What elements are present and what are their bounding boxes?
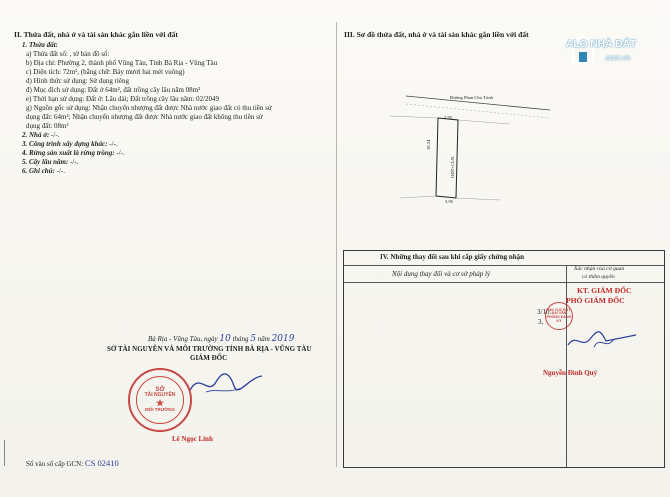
dim-side-label: 18.24 xyxy=(426,139,431,150)
dim-bottom-label: 3.95 xyxy=(445,199,454,204)
star-icon: ★ xyxy=(155,397,165,408)
construction-value: -/-. xyxy=(109,140,118,148)
cert-no-label: Số vào sổ cấp GCN: xyxy=(26,460,84,468)
house-row xyxy=(22,131,59,139)
dim-top-label: 3.95 xyxy=(444,115,453,120)
authority-name: SỞ TÀI NGUYÊN VÀ MÔI TRƯỜNG TỈNH BÀ RỊA - VŨNG TÀU xyxy=(107,345,312,353)
col-confirm-header-1: Xác nhận của cơ quan xyxy=(574,266,625,272)
binding-edge xyxy=(4,440,25,466)
trees-value: -/-. xyxy=(70,158,79,166)
stamp-top: SỞ xyxy=(155,387,165,394)
stamp-mid: TÀI NGUYÊN xyxy=(144,392,176,399)
column-divider xyxy=(336,22,337,467)
land-item: dụng đất: 64m²; Nhận chuyển nhượng đất được Nhà nước giao đất không thu tiền sử xyxy=(26,113,263,121)
land-item: e) Thời hạn sử dụng: Đất ở: Lâu dài; Đất trồng cây lâu năm: 02/2049 xyxy=(26,95,220,103)
watermark-domain: .com.vn xyxy=(604,53,631,62)
issue-day: 10 xyxy=(219,334,231,344)
land-item: đ) Mục đích sử dụng: Đất ở 64m², đất trồng cây lâu năm 08m² xyxy=(26,86,201,94)
forest-label: 4. Rừng sản xuất là rừng trồng: xyxy=(22,149,117,157)
authority-role: GIÁM ĐỐC xyxy=(190,354,228,362)
forest-value: -/-. xyxy=(116,149,125,157)
section-title: II. Thửa đất, nhà ở và tài sản khác gắn liền với đất xyxy=(14,30,178,39)
year-label: năm xyxy=(257,335,270,343)
director-signature xyxy=(186,368,266,398)
col-confirm-header-2: có thẩm quyền xyxy=(582,274,615,280)
cert-number xyxy=(26,458,119,468)
changes-table xyxy=(343,250,665,468)
deputy-signature xyxy=(566,325,638,355)
house-value: -/-. xyxy=(51,131,60,139)
deputy-director-label: PHÓ GIÁM ĐỐC xyxy=(566,296,625,305)
watermark xyxy=(566,30,670,70)
land-item: g) Nguồn gốc sử dụng: Nhận chuyển nhượng đất được Nhà nước giao đất có thu tiền sử xyxy=(26,104,272,112)
official-seal-stamp xyxy=(128,368,192,432)
land-item: a) Thửa đất số: , tờ bản đồ số: xyxy=(26,50,110,58)
issue-month: 5 xyxy=(250,334,256,344)
trees-row xyxy=(22,158,78,166)
plot-use-label: ODT+CLN xyxy=(450,156,455,178)
land-heading: 1. Thửa đất: xyxy=(22,41,58,49)
month-label: tháng xyxy=(232,335,249,343)
street-label: Đường Phan Chu Trinh xyxy=(450,95,494,100)
construction-row xyxy=(22,140,118,148)
construction-label: 3. Công trình xây dựng khác: xyxy=(22,140,110,148)
place-date: Bà Rịa - Vũng Tàu, ngày xyxy=(148,335,218,343)
land-item: c) Diện tích: 72m², (bằng chữ: Bảy mươi hai mét vuông) xyxy=(26,68,185,76)
col-content-header: Nội dung thay đổi và cơ sở pháp lý xyxy=(392,270,491,278)
trees-label: 5. Cây lâu năm: xyxy=(22,158,71,166)
date-fragment: 3/10. xyxy=(537,308,552,316)
forest-row xyxy=(22,149,125,157)
notes-row xyxy=(22,167,65,175)
land-item: dụng đất: 08m² xyxy=(26,122,69,130)
watermark-brand: ALO NHÀ ĐẤT xyxy=(566,38,637,50)
left-signer: Lê Ngọc Linh xyxy=(172,435,213,443)
house-label: 2. Nhà ở: xyxy=(22,131,52,139)
issue-year: 2019 xyxy=(271,334,295,344)
notes-label: 6. Ghi chú: xyxy=(22,167,57,175)
stamp-bottom: MÔI TRƯỜNG xyxy=(144,407,176,413)
small-stamp-text: CHI CỤC ĐẤT ĐAI VĂN PHÒNG ĐĂNG KÝ xyxy=(546,307,572,323)
land-item: d) Hình thức sử dụng: Sử dụng riêng xyxy=(26,77,129,85)
side-fragment: 3, xyxy=(538,318,544,326)
land-item: b) Địa chỉ: Phường 2, thành phố Vũng Tàu, Tỉnh Bà Rịa - Vũng Tàu xyxy=(26,59,218,67)
notes-value: -/-. xyxy=(56,167,65,175)
diagram-title: III. Sơ đồ thửa đất, nhà ở và tài sản khác gắn liền với đất xyxy=(344,30,529,39)
issue-date xyxy=(148,334,294,344)
changes-title: IV. Những thay đổi sau khi cấp giấy chứng nhận xyxy=(380,253,525,261)
cert-no-value: CS 02410 xyxy=(84,458,119,468)
kt-director-label: KT. GIÁM ĐỐC xyxy=(577,286,632,295)
right-signer: Nguyễn Đình Quý xyxy=(543,369,598,377)
land-plot-diagram xyxy=(360,80,650,220)
